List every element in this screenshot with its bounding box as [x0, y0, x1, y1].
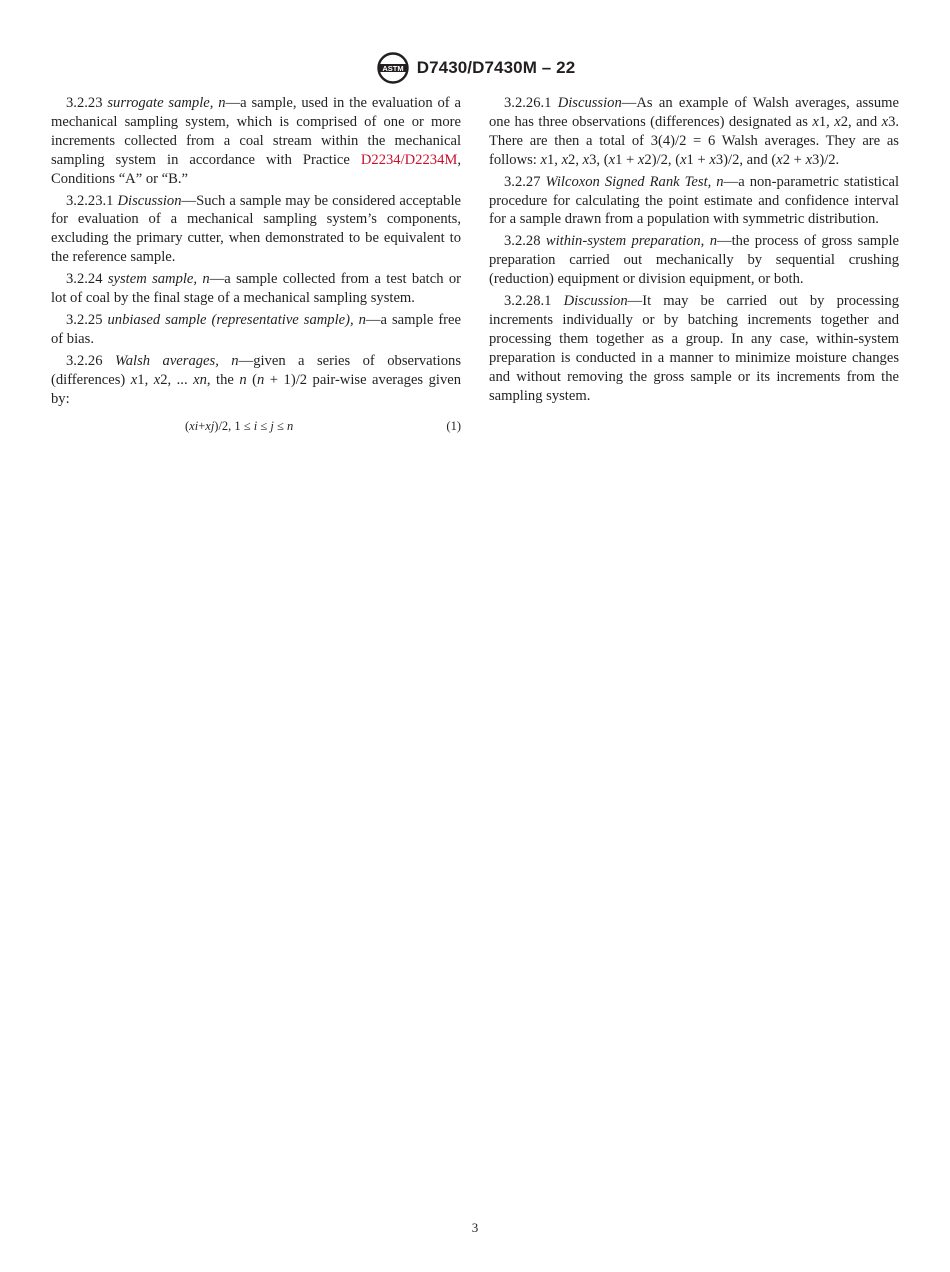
page-header: [0, 52, 950, 84]
definition-3-2-23: 3.2.23 surrogate sample, n—a sample, used in the evaluation of a mechanical sampling system, which is comprised of one or more increments collected from a coal stream within the mechanical sampling system in accordance with Practice D2234/D2234M, Conditions “A” or “B.”: [51, 95, 461, 187]
term: unbiased sample (representative sample), n: [107, 311, 366, 328]
standard-designation: D7430/D7430M – 22: [416, 58, 576, 77]
left-column: [51, 94, 461, 437]
term: Discussion: [557, 95, 622, 111]
definition-3-2-28: 3.2.28 within-system preparation, n—the process of gross sample preparation carried out mechanically by sequential crushing (reduction) equipment or division equipment, or both.: [489, 233, 899, 288]
equation-expression: (xi+xj)/2, 1 ≤ i ≤ j ≤ n: [185, 418, 294, 433]
term: Discussion: [563, 293, 628, 310]
definition-3-2-25: 3.2.25 unbiased sample (representative sample), n—a sample free of bias.: [51, 311, 461, 347]
term: Wilcoxon Signed Rank Test, n: [545, 173, 724, 190]
definition-3-2-27: 3.2.27 Wilcoxon Signed Rank Test, n—a non-parametric statistical procedure for calculating the point estimate and confidence interval for a sample drawn from a population with symmetric distribution.: [489, 173, 900, 228]
astm-logo-text: ASTM: [382, 64, 404, 73]
term: surrogate sample, n: [107, 95, 226, 111]
discussion-3-2-28-1: 3.2.28.1 Discussion—It may be carried out by processing increments individually or by batching increments together and processing them together as a group. In any case, within-system preparation is conducted in a manner to minimize moisture changes and without removing the gross sample or its increments from the sampling system.: [489, 293, 899, 404]
definition-3-2-26: 3.2.26 Walsh averages, n—given a series of observations (differences) x1, x2, ... xn, the n (n + 1)/2 pair-wise averages given by:: [51, 352, 462, 407]
discussion-3-2-26-1: 3.2.26.1 Discussion—As an example of Walsh averages, assume one has three observations (differences) designated as x1, x2, and x3. There are then a total of 3(4)/2 = 6 Walsh averages. They are as follows: x1, x2, x3, (x1 + x2)/2, (x1 + x3)/2, and (x2 + x3)/2.: [489, 95, 900, 168]
page-number: 3: [471, 1220, 479, 1235]
right-column: [489, 94, 899, 409]
term: Walsh averages, n: [114, 352, 239, 369]
term: Discussion: [117, 192, 182, 209]
equation-1: [51, 415, 461, 437]
reference-link-d2234[interactable]: D2234/D2234M: [360, 151, 458, 168]
definition-3-2-24: 3.2.24 system sample, n—a sample collected from a test batch or lot of coal by the final stage of a mechanical sampling system.: [51, 271, 461, 307]
astm-logo-icon: [375, 52, 411, 84]
term: system sample, n: [107, 271, 210, 288]
discussion-3-2-23-1: 3.2.23.1 Discussion—Such a sample may be considered acceptable for evaluation of a mechanical sampling system’s components, excluding the primary cutter, when demonstrated to be equivalent to the reference sample.: [51, 192, 461, 266]
equation-number: (1): [446, 418, 461, 433]
term: within-system preparation, n: [545, 233, 717, 250]
